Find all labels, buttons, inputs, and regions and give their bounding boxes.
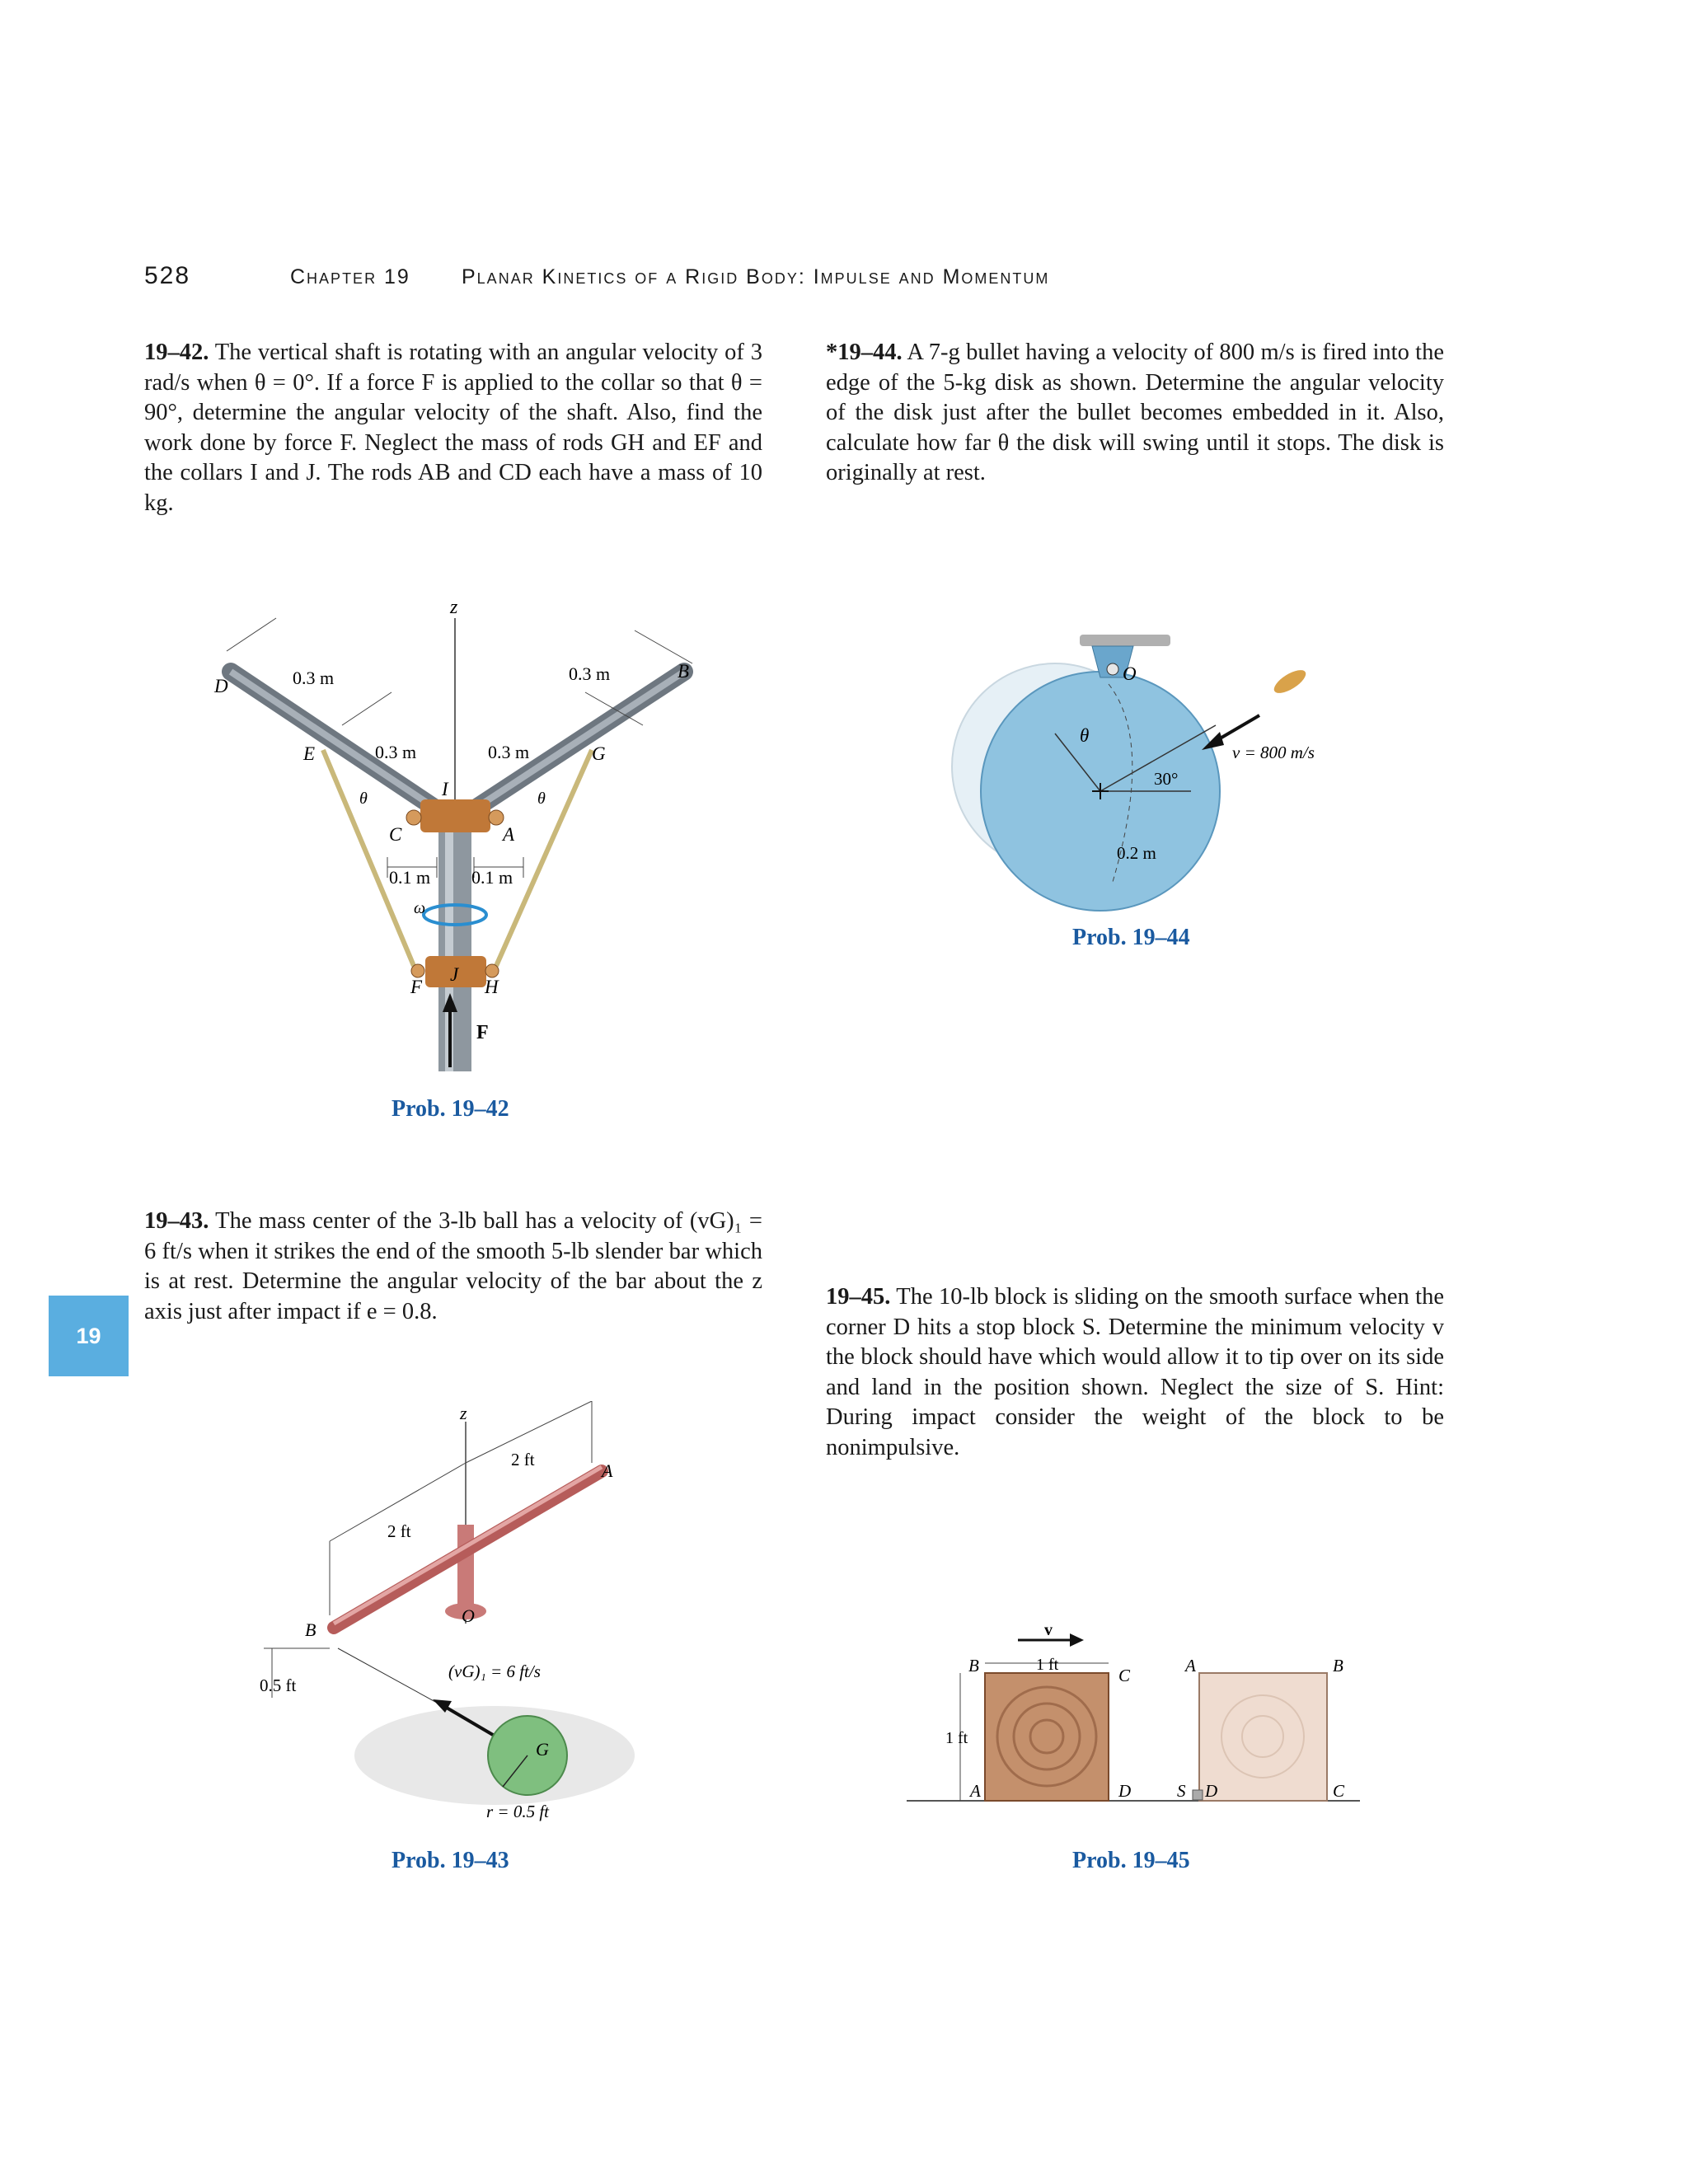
label-velocity: (vG)₁ = 6 ft/s: [448, 1661, 541, 1681]
caption-19-42: Prob. 19–42: [392, 1096, 509, 1122]
label-C: C: [1118, 1666, 1131, 1685]
page-number: 528: [144, 262, 191, 289]
caption-19-45: Prob. 19–45: [1072, 1848, 1190, 1873]
label-theta-left: θ: [359, 790, 368, 808]
figure-19-42: [198, 593, 725, 1088]
problem-text: The mass center of the 3-lb ball has a velocity of (vG)₁ = 6 ft/s when it strikes the end of the smooth 5-lb slender bar which is at rest. Determine the angular velocity of the bar about the z axis just after impact if e = 0.8.: [144, 1208, 762, 1324]
problem-number: *19–44.: [826, 340, 903, 365]
caption-19-44: Prob. 19–44: [1072, 925, 1190, 950]
dim-0-3m-d: 0.3 m: [488, 742, 530, 762]
label-angle: 30°: [1154, 769, 1179, 789]
label-J: J: [450, 964, 459, 985]
problem-text: The vertical shaft is rotating with an angular velocity of 3 rad/s when θ = 0°. If a force F is applied to the collar so that θ = 90°, determine the angular velocity of the shaft. Also, find the work done by force F. Neglect the mass of rods GH and EF and the collars I and J. The rods AB and CD each have a mass of 10 kg.: [144, 340, 762, 516]
label-velocity: v = 800 m/s: [1232, 743, 1315, 762]
label-A: A: [970, 1781, 981, 1801]
chapter-label: Chapter 19: [290, 265, 410, 288]
label-omega: ω: [414, 899, 426, 917]
label-G: G: [592, 743, 606, 764]
label-B: B: [305, 1619, 316, 1640]
label-G: G: [536, 1739, 549, 1760]
label-theta: θ: [1080, 725, 1090, 746]
dim-2ft-a: 2 ft: [387, 1521, 411, 1541]
dim-height: 1 ft: [945, 1729, 968, 1747]
dim-0-3m-b: 0.3 m: [569, 663, 611, 684]
chapter-tab: 19: [49, 1296, 129, 1376]
dim-0-3m-c: 0.3 m: [375, 742, 417, 762]
label-A: A: [503, 824, 515, 845]
z-axis-label: z: [460, 1403, 467, 1423]
figure-19-43: [247, 1401, 676, 1830]
label-F: F: [410, 977, 423, 997]
figure-19-44: [915, 635, 1376, 915]
dim-0-5ft: 0.5 ft: [260, 1675, 297, 1695]
problem-text: A 7-g bullet having a velocity of 800 m/s is fired into the edge of the 5-kg disk as shown. Determine the angular velocity of the disk just after the bullet becomes embedded in it. Also, calculate how far θ the disk will swing until it stops. The disk is originally at rest.: [826, 340, 1444, 485]
label-A: A: [602, 1460, 613, 1481]
problem-number: 19–42.: [144, 340, 209, 365]
dim-0-1m-b: 0.1 m: [471, 867, 513, 888]
label-O: O: [1123, 663, 1137, 684]
label-D: D: [1118, 1781, 1132, 1801]
figure-19-45: [898, 1615, 1376, 1821]
label-radius: r = 0.5 ft: [486, 1802, 550, 1821]
label-H: H: [485, 977, 499, 997]
z-axis-label: z: [450, 597, 458, 618]
problem-19-43: [144, 1207, 762, 1327]
label-S: S: [1177, 1781, 1186, 1801]
label-D2: D: [1205, 1781, 1218, 1801]
problem-19-44: [826, 338, 1444, 489]
label-B: B: [678, 661, 690, 682]
label-force: F: [476, 1022, 489, 1043]
label-A2: A: [1185, 1656, 1196, 1675]
label-C: C: [389, 824, 402, 845]
label-v: v: [1044, 1621, 1053, 1639]
problem-text: The 10-lb block is sliding on the smooth surface when the corner D hits a stop block S. Determine the minimum velocity v the block should have which would allow it to tip over on its side and land in the position shown. Neglect the size of S. Hint: During impact consider the weight of the block to be nonimpulsive.: [826, 1284, 1444, 1460]
label-D: D: [214, 676, 228, 696]
label-E: E: [303, 743, 316, 764]
dim-2ft-b: 2 ft: [511, 1450, 535, 1469]
dim-width: 1 ft: [1036, 1656, 1059, 1674]
label-theta-right: θ: [537, 790, 546, 808]
dim-0-1m-a: 0.1 m: [389, 867, 431, 888]
caption-19-43: Prob. 19–43: [392, 1848, 509, 1873]
problem-19-42: [144, 338, 762, 518]
problem-19-45: [826, 1282, 1444, 1463]
dim-0-3m-a: 0.3 m: [293, 668, 335, 688]
label-radius: 0.2 m: [1117, 843, 1156, 863]
problem-number: 19–45.: [826, 1284, 891, 1310]
chapter-title: Planar Kinetics of a Rigid Body: Impulse and Momentum: [462, 265, 1050, 288]
label-O: O: [462, 1605, 475, 1626]
label-B: B: [968, 1656, 979, 1675]
label-I: I: [442, 779, 448, 799]
problem-number: 19–43.: [144, 1208, 209, 1234]
label-B2: B: [1333, 1656, 1343, 1675]
page-header: [144, 262, 1545, 295]
label-C2: C: [1333, 1781, 1345, 1801]
